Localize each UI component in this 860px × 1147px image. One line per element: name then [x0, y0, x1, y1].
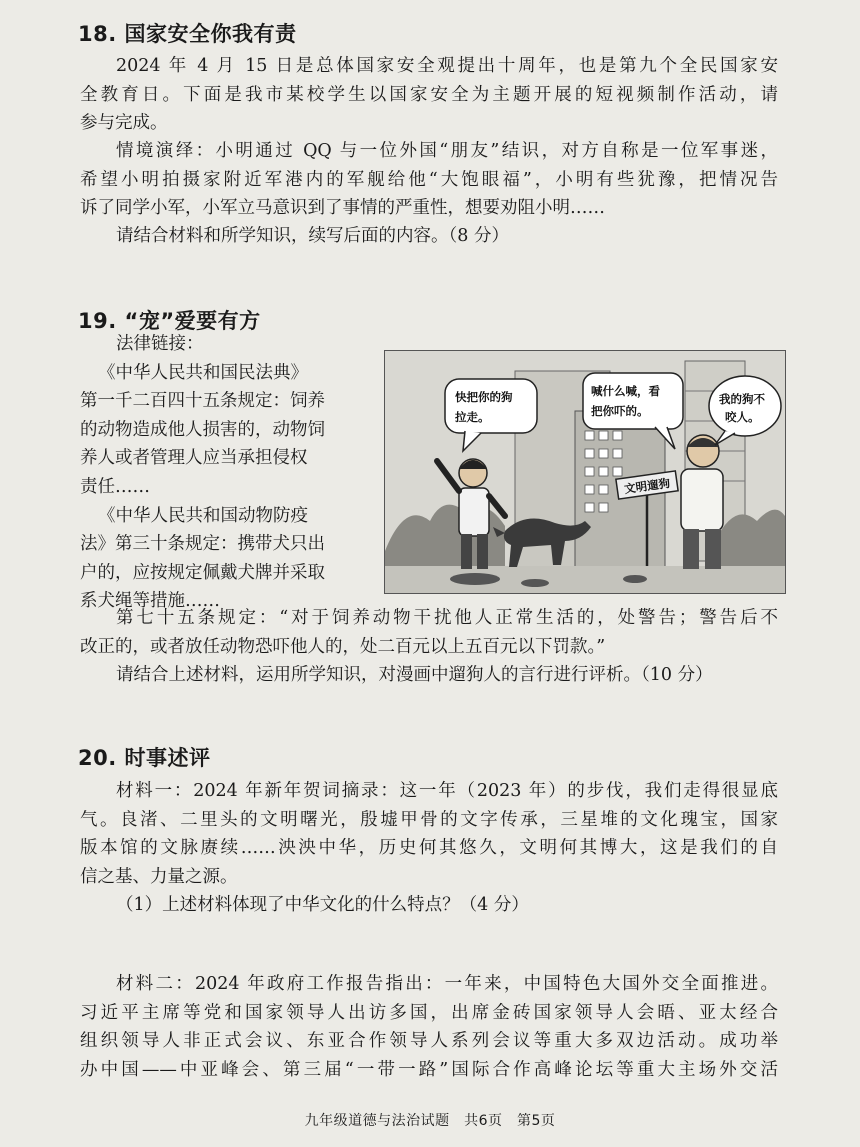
q18-p1-line-2: 全教育日。下面是我市某校学生以国家安全为主题开展的短视频制作活动，请	[80, 84, 778, 105]
q18-scenario	[80, 137, 778, 223]
q18-paragraph-1	[80, 52, 778, 138]
civil-code-line: 养人或者管理人应当承担侵权	[80, 448, 308, 469]
material-2-line-3: 组织领导人非正式会议、东亚合作领导人系列会议等重大多双边活动。成功举	[80, 1031, 778, 1052]
q18-p2-line-1: 情境演绎：小明通过 QQ 与一位外国“朋友”结识，对方自称是一位军事迷，	[116, 141, 778, 161]
sign-text: 文明遛狗	[623, 475, 671, 497]
material-1-line-1: 材料一：2024 年新年贺词摘录：这一年（2023 年）的步伐，我们走得很显底	[116, 781, 778, 801]
q18-p2-line-3: 诉了同学小军，小军立马意识到了事情的严重性，想要劝阻小明……	[80, 198, 605, 219]
epidemic-law-line: 法》第三十条规定：携带犬只出	[80, 534, 325, 555]
q20-material-1	[80, 777, 778, 891]
material-1-line-3: 版本馆的文脉赓续……泱泱中华，历史何其悠久，文明何其博大，这是我们的自	[80, 838, 778, 859]
epidemic-law-line: 户的，应按规定佩戴犬牌并采取	[80, 562, 325, 583]
q19-prompt: 请结合上述材料，运用所学知识，对漫画中遛狗人的言行进行评析。（10 分）	[116, 665, 713, 685]
q20-title: 20. 时事述评	[78, 746, 211, 770]
civil-code-line: 责任……	[80, 476, 150, 497]
q18-p1-line-1: 2024 年 4 月 15 日是总体国家安全观提出十周年，也是第九个全民国家安	[116, 56, 778, 76]
bubble-mid-line-1: 喊什么喊，看	[591, 384, 660, 398]
material-2-line-4: 办中国——中亚峰会、第三届“一带一路”国际合作高峰论坛等重大主场外交活	[80, 1059, 778, 1080]
q18-p1-line-3: 参与完成。	[80, 113, 168, 134]
material-1-line-4: 信之基、力量之源。	[80, 866, 238, 887]
article-75	[80, 604, 778, 661]
law-link-heading: 法律链接：	[116, 334, 204, 354]
bubble-right-line-1: 我的狗不	[719, 392, 765, 406]
civil-code-title: 《中华人民共和国民法典》	[98, 362, 308, 383]
q19-title: 19. “宠”爱要有方	[78, 309, 261, 333]
civil-code-line: 第一千二百四十五条规定：饲养	[80, 391, 325, 412]
bubble-left-line-2: 拉走。	[455, 410, 490, 424]
q20-subquestion-1: （1）上述材料体现了中华文化的什么特点？（4 分）	[116, 895, 529, 915]
bubble-right-line-2: 咬人。	[725, 410, 760, 424]
q20-material-2	[80, 970, 778, 1084]
epidemic-law-line: 系犬绳等措施……	[80, 591, 220, 612]
epidemic-law-title: 《中华人民共和国动物防疫	[98, 505, 308, 526]
bubble-left-line-1: 快把你的狗	[455, 390, 513, 404]
civil-code-line: 的动物造成他人损害的，动物饲	[80, 419, 325, 440]
page-footer: 九年级道德与法治试题 共6页 第5页	[304, 1113, 556, 1129]
article-75-line-1: 第七十五条规定：“对于饲养动物干扰他人正常生活的，处警告；警告后不	[116, 608, 778, 628]
q19-law-links	[80, 330, 372, 616]
dog-walking-cartoon	[384, 350, 786, 594]
q18-title: 18. 国家安全你我有责	[78, 22, 297, 46]
material-2-line-2: 习近平主席等党和国家领导人出访多国，出席金砖国家领导人会晤、亚太经合	[80, 1002, 778, 1023]
material-1-line-2: 气。良渚、二里头的文明曙光，殷墟甲骨的文字传承，三星堆的文化瑰宝，国家	[80, 809, 778, 830]
material-2-line-1: 材料二：2024 年政府工作报告指出：一年来，中国特色大国外交全面推进。	[116, 974, 778, 994]
q18-p2-line-2: 希望小明拍摄家附近军港内的军舰给他“大饱眼福”，小明有些犹豫，把情况告	[80, 169, 778, 190]
bubble-mid-line-2: 把你吓的。	[591, 404, 649, 418]
article-75-line-2: 改正的，或者放任动物恐吓他人的，处二百元以上五百元以下罚款。”	[80, 636, 606, 657]
q18-prompt: 请结合材料和所学知识，续写后面的内容。（8 分）	[116, 226, 509, 246]
